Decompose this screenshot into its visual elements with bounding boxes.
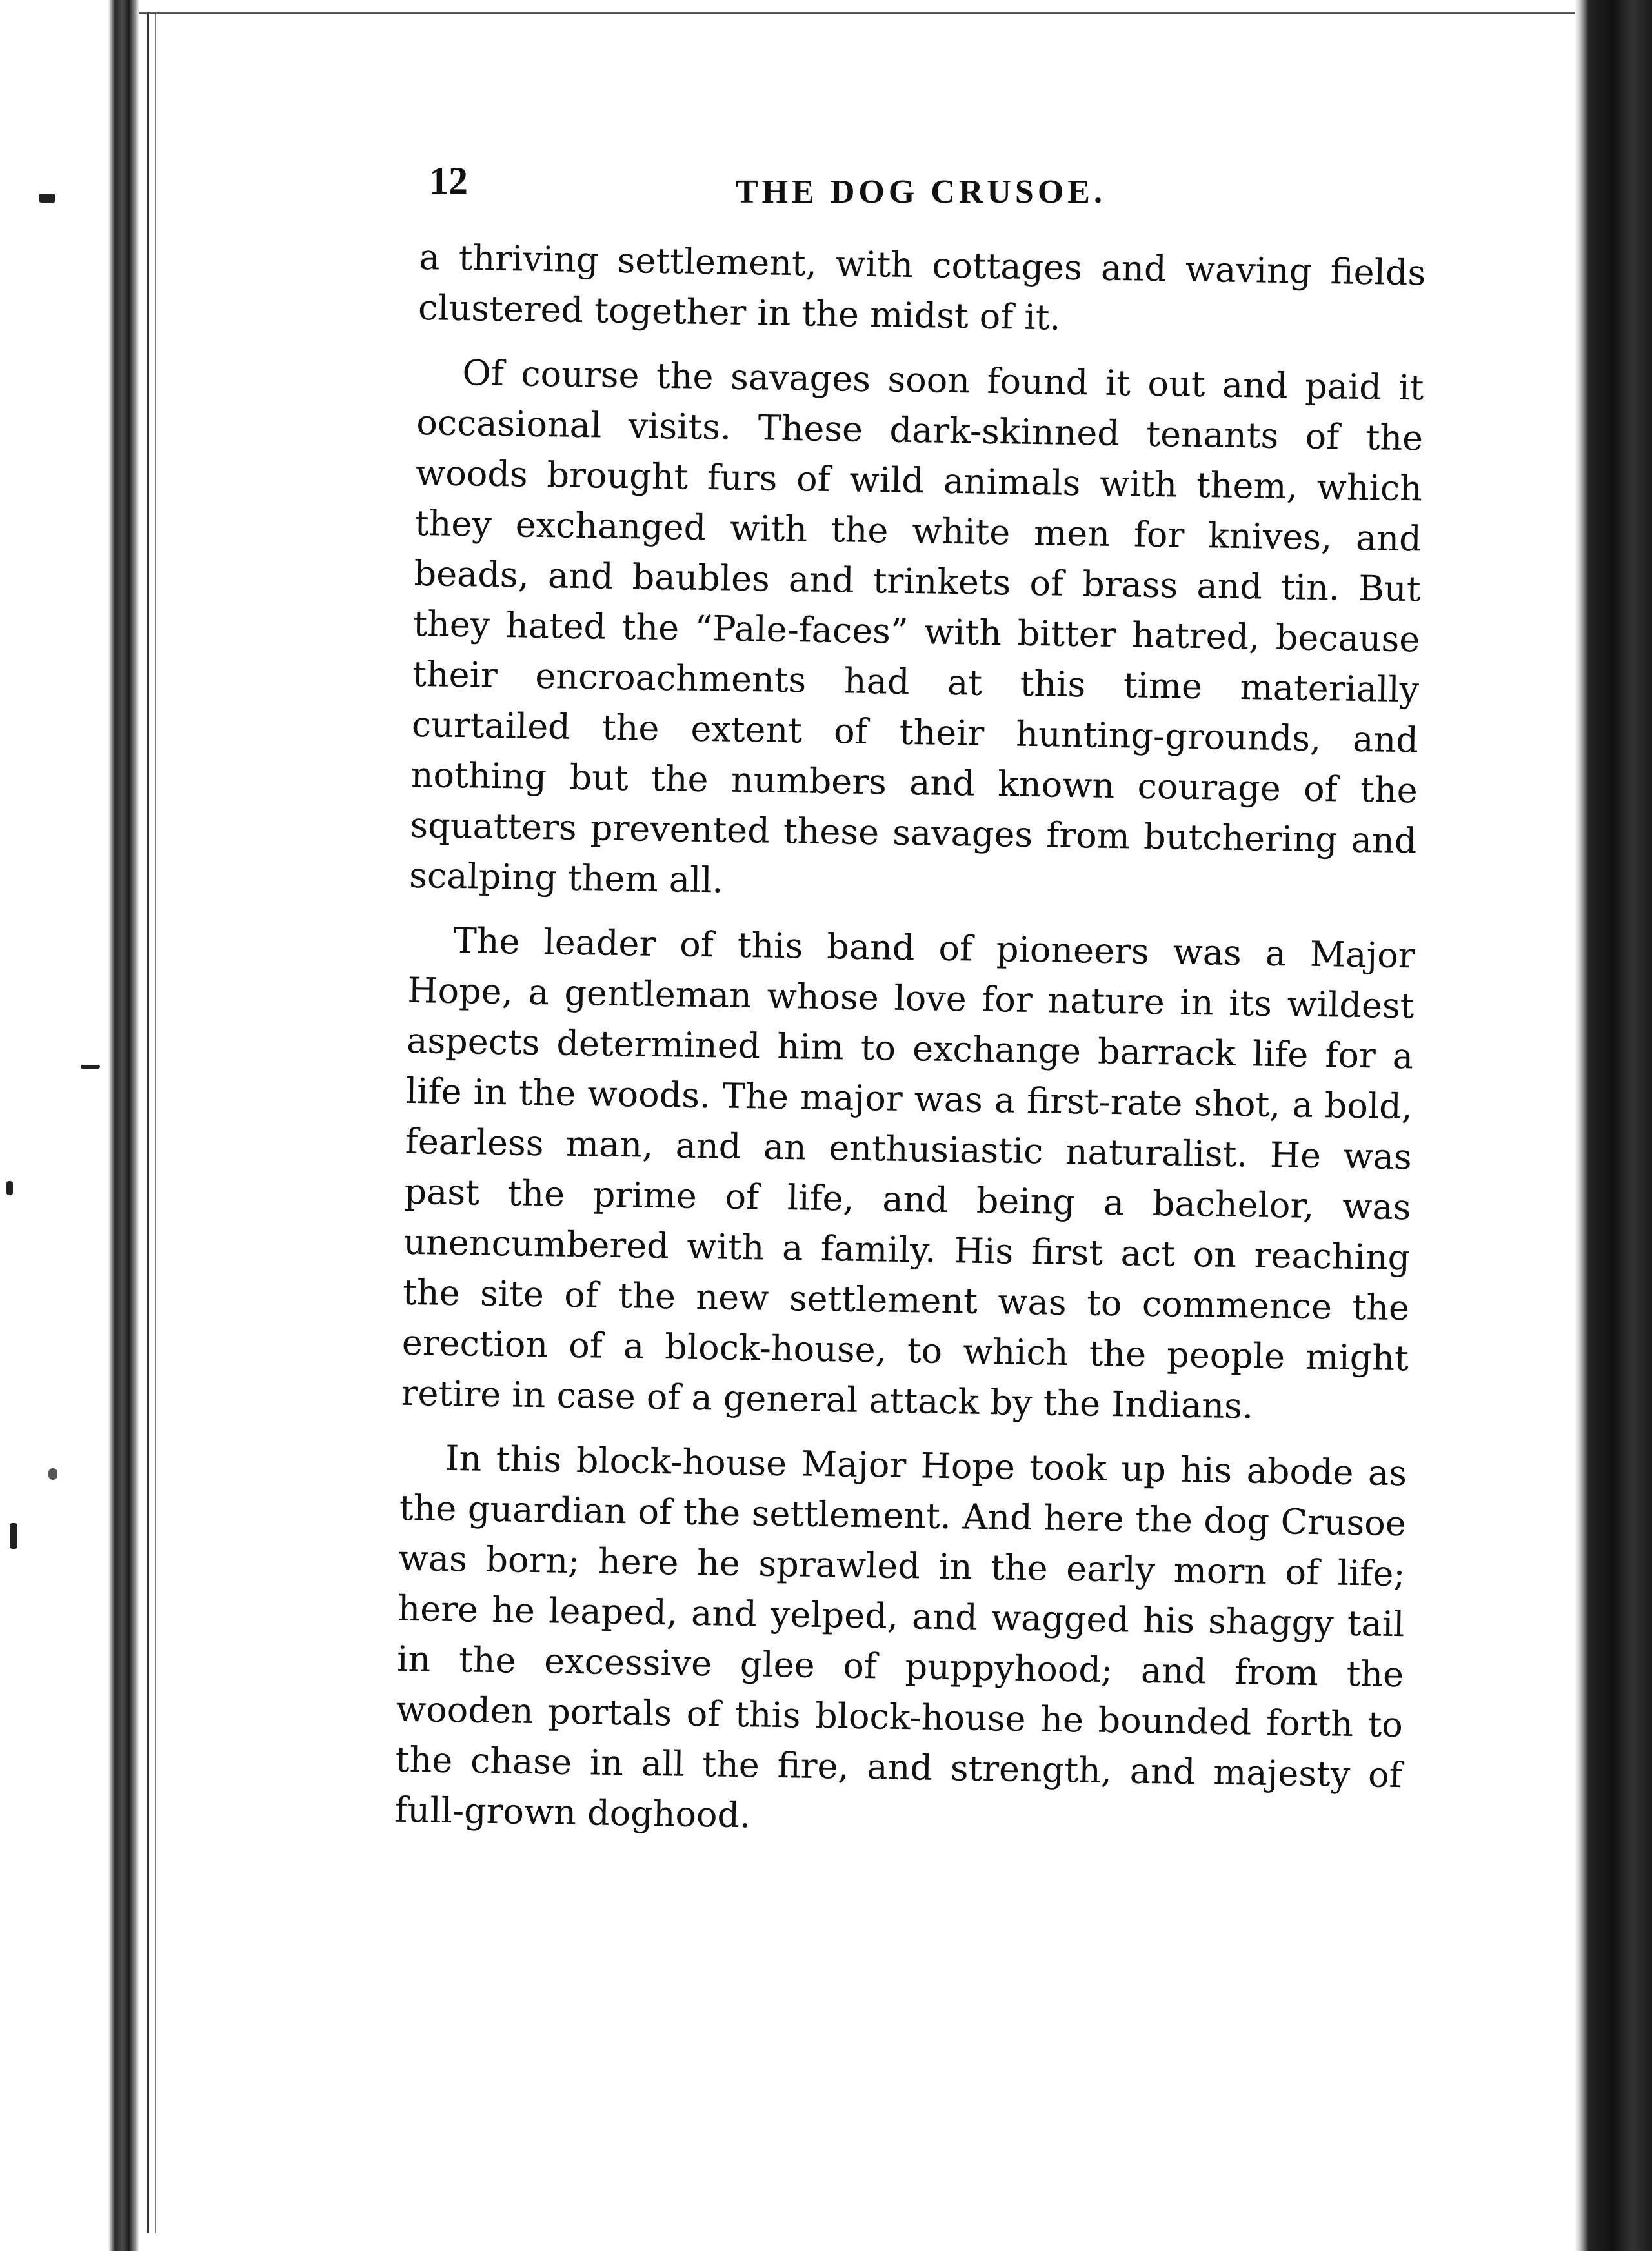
paragraph: a thriving settlement, with cottages and waving fields clustered together in the midst of it. bbox=[418, 236, 1426, 338]
book-page bbox=[336, 155, 1446, 2123]
paragraph: The leader of this band of pioneers was a Major Hope, a gentleman whose love for nature in its wildest aspects determined him to exchange barrack life for a life in the woods. The major was a first-rate shot, a bold, fearless man, and an enthusiastic naturalist. He was past the prime of life, and being a bachelor, was unencumbered with a family. His first act on reaching the site of the new settlement was to commence the erection of a block-house, to which the people might retire in case of a general attack by the Indians. bbox=[401, 920, 1416, 1427]
right-binding-edge bbox=[1575, 0, 1652, 2251]
scan-speck bbox=[81, 1065, 100, 1069]
page-left-edge-line bbox=[147, 13, 149, 2233]
body-text bbox=[394, 232, 1426, 1851]
scan-speck bbox=[39, 194, 55, 203]
page-top-edge-line bbox=[139, 12, 1575, 14]
paragraph: Of course the savages soon found it out and paid it occasional visits. These dark-skinned tenants of the woods brought furs of wild animals with them, which they exchanged with the white men for knives, and beads, and baubles and trinkets of brass and tin. But they hated the “Pale-faces” with bitter hatred, because their encroachments had at this time materially curtailed the extent of their hunting-grounds, and nothing but the numbers and known courage of the squatters prevented these savages from butchering and scalping them all. bbox=[408, 352, 1424, 901]
running-head bbox=[336, 155, 1446, 226]
paragraph: In this block-house Major Hope took up his abode as the guardian of the settlement. And here the dog Crusoe was born; here he sprawled in the early morn of life; here he leaped, and yelped, and wagged his shaggy tail in the excessive glee of puppyhood; and from the wooden portals of this block-house he bounded forth to the chase in all the fire, and strength, and majesty of full-grown doghood. bbox=[394, 1437, 1407, 1836]
page-left-edge-line-inner bbox=[155, 13, 156, 2233]
left-binding-edge bbox=[0, 0, 139, 2251]
scan-speck bbox=[6, 1181, 13, 1195]
running-title: THE DOG CRUSOE. bbox=[736, 174, 1106, 210]
scan-speck bbox=[10, 1523, 17, 1549]
scan-speck bbox=[48, 1468, 57, 1480]
page-number: 12 bbox=[429, 159, 468, 202]
